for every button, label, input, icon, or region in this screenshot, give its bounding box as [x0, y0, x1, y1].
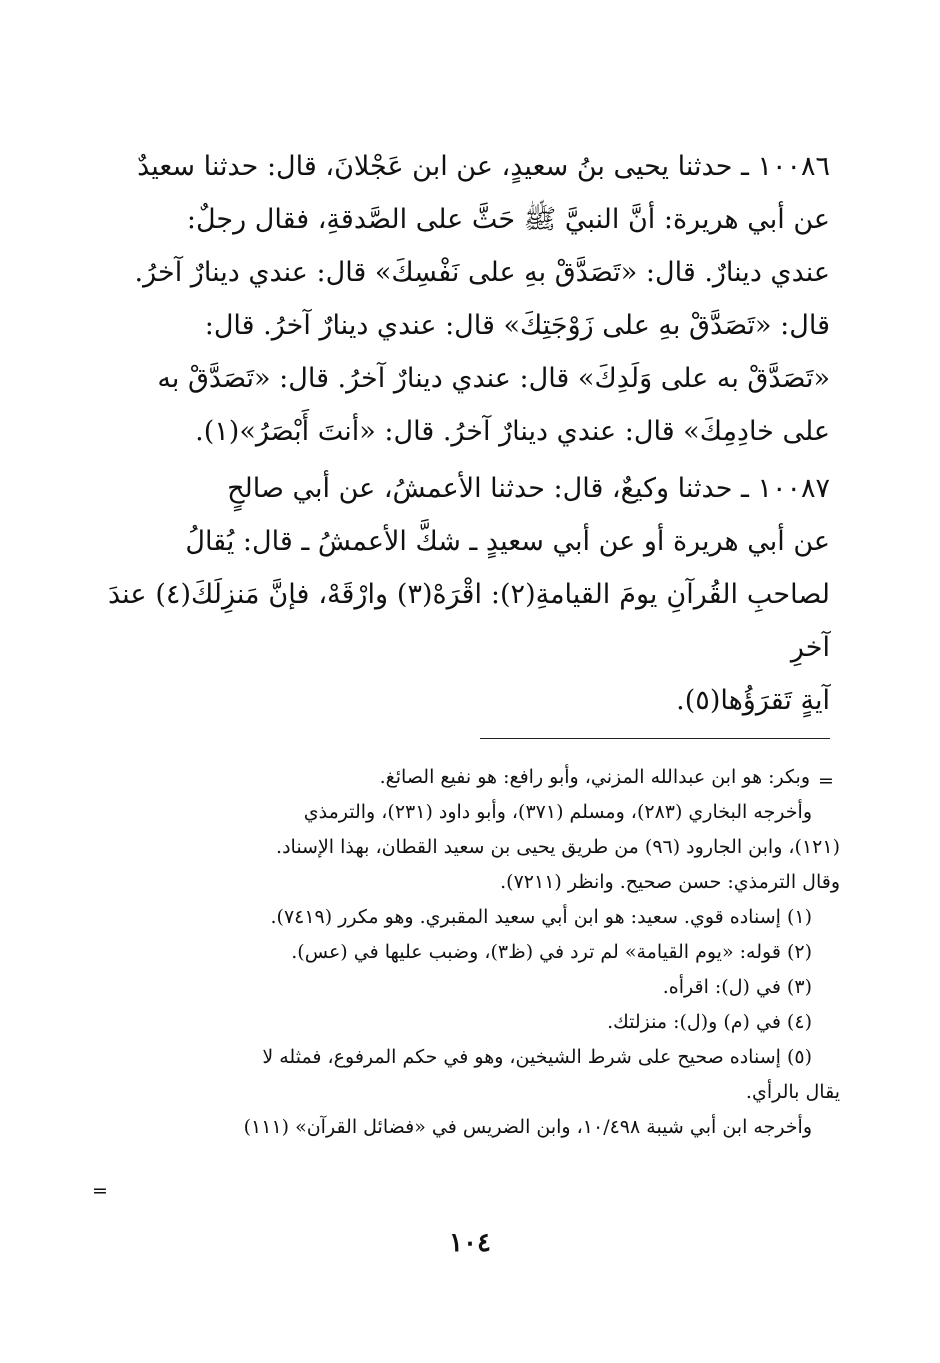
footnote-separator: [480, 738, 830, 739]
continuation-mark-start: =: [818, 770, 834, 792]
footnote-3: (٣) في (ل): اقرأه.: [662, 976, 812, 998]
hadith-10086-line-2: عن أبي هريرة: أنَّ النبيَّ ﷺ حَثَّ على الصَّدقةِ، فقال رجلٌ:: [186, 204, 830, 235]
hadith-10087: [108, 462, 830, 727]
footnote-line: وبكر: هو ابن عبدالله المزني، وأبو رافع: هو نفيع الصائغ.: [379, 766, 810, 788]
main-text: [108, 140, 830, 727]
hadith-10086-line-3: عندي دينارٌ. قال: «تَصَدَّقْ بهِ على نَفْسِكَ» قال: عندي دينارٌ آخرُ.: [134, 257, 830, 288]
hadith-10087-line-3: لصاحبِ القُرآنِ يومَ القيامةِ(٢): اقْرَهْ(٣) وارْقَهْ، فإنَّ مَنزِلَكَ(٤) عندَ آخرِ: [108, 579, 830, 663]
continuation-mark-end: =: [92, 1180, 108, 1202]
footnote-line: يقال بالرأي.: [745, 1081, 840, 1103]
footnote-4: (٤) في (م) و(ل): منزلتك.: [607, 1011, 812, 1033]
footnote-line: وقال الترمذي: حسن صحيح. وانظر (٧٢١١).: [500, 871, 840, 893]
hadith-10087-line-2: عن أبي هريرة أو عن أبي سعيدٍ ـ شكَّ الأعمشُ ـ قال: يُقالُ: [185, 526, 830, 557]
footnote-2: (٢) قوله: «يوم القيامة» لم ترد في (ظ٣)، وضبب عليها في (عس).: [291, 941, 812, 963]
page-number: ١٠٤: [449, 1228, 491, 1258]
hadith-10086-line-1: ١٠٠٨٦ ـ حدثنا يحيى بنُ سعيدٍ، عن ابن عَجْلانَ، قال: حدثنا سعيدٌ: [137, 151, 830, 182]
footnotes: [100, 760, 840, 1145]
hadith-10086-line-6: على خادِمِكَ» قال: عندي دينارٌ آخرُ. قال: «أنتَ أَبْصَرُ»(١).: [195, 416, 830, 447]
hadith-10087-line-1: ١٠٠٨٧ ـ حدثنا وكيعٌ، قال: حدثنا الأعمشُ، عن أبي صالحٍ: [227, 473, 830, 504]
hadith-10086-line-5: «تَصَدَّقْ به على وَلَدِكَ» قال: عندي دينارٌ آخرُ. قال: «تَصَدَّقْ به: [157, 363, 830, 394]
hadith-10086-line-4: قال: «تَصَدَّقْ بهِ على زَوْجَتِكَ» قال: عندي دينارٌ آخرُ. قال:: [204, 310, 830, 341]
hadith-10087-line-4: آيةٍ تَقرَؤُها(٥).: [676, 685, 830, 716]
hadith-10086: [108, 140, 830, 458]
footnote-line: وأخرجه ابن أبي شيبة ١٠/٤٩٨، وابن الضريس في «فضائل القرآن» (١١١): [243, 1116, 812, 1138]
footnote-5: (٥) إسناده صحيح على شرط الشيخين، وهو في حكم المرفوع، فمثله لا: [262, 1046, 812, 1068]
footnote-line: وأخرجه البخاري (٢٨٣)، ومسلم (٣٧١)، وأبو داود (٢٣١)، والترمذي: [303, 801, 812, 823]
footnote-line: (١٢١)، وابن الجارود (٩٦) من طريق يحيى بن سعيد القطان، بهذا الإسناد.: [276, 836, 840, 858]
footnote-1: (١) إسناده قوي. سعيد: هو ابن أبي سعيد المقبري. وهو مكرر (٧٤١٩).: [270, 906, 812, 928]
